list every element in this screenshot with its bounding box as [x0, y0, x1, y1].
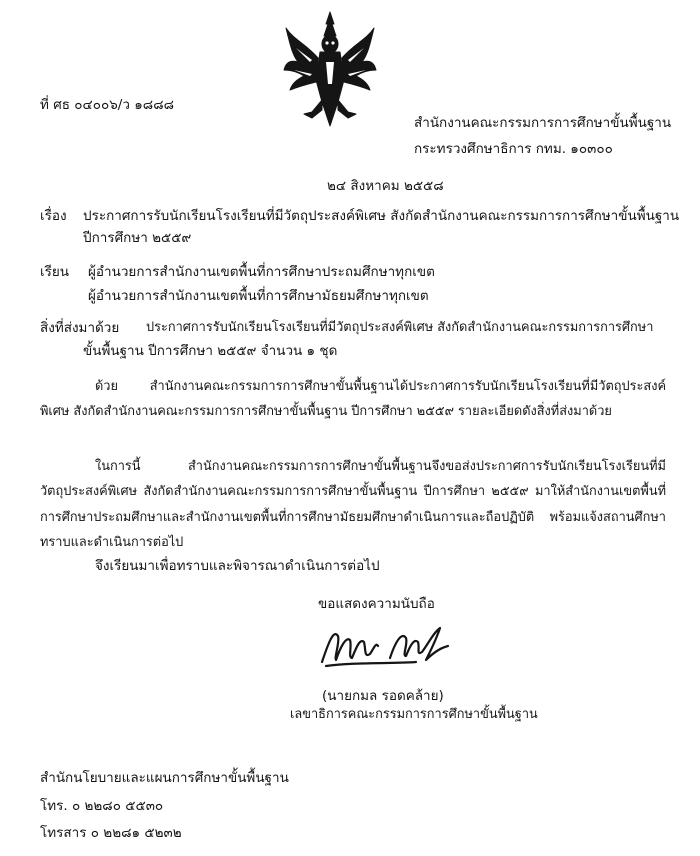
body-paragraph-3: จึงเรียนมาเพื่อทราบและพิจารณาดำเนินการต่อไป — [95, 558, 380, 574]
recipient-line-2: ผู้อำนวยการสำนักงานเขตพื้นที่การศึกษามัธยมศึกษาทุกเขต — [88, 288, 429, 304]
signer-title: เลขาธิการคณะกรรมการการศึกษาขั้นพื้นฐาน — [290, 707, 538, 722]
footer-fax: โทรสาร ๐ ๒๒๘๑ ๕๒๓๒ — [40, 825, 182, 841]
recipient-line-1: ผู้อำนวยการสำนักงานเขตพื้นที่การศึกษาประถมศึกษาทุกเขต — [88, 264, 435, 280]
issuing-office: สำนักงานคณะกรรมการการศึกษาขั้นพื้นฐาน — [414, 115, 672, 131]
body-paragraph-1: ด้วย สำนักงานคณะกรรมการการศึกษาขั้นพื้นฐานได้ประกาศการรับนักเรียนโรงเรียนที่มีวัตถุประสงค์พิเศษ สังกัดสำนักงานคณะกรรมการการศึกษาขั้นพื้นฐาน ปีการศึกษา ๒๕๕๙ รายละเอียดดังสิ่งที่ส่งมาด้วย — [40, 379, 666, 420]
enclosure-label: สิ่งที่ส่งมาด้วย — [40, 320, 120, 336]
footer-phone: โทร. ๐ ๒๒๘๐ ๕๕๓๐ — [40, 798, 164, 814]
subject-line-1: ประกาศการรับนักเรียนโรงเรียนที่มีวัตถุประสงค์พิเศษ สังกัดสำนักงานคณะกรรมการการศึกษาขั้นพื้นฐาน — [83, 208, 680, 224]
garuda-emblem-icon — [282, 10, 378, 128]
recipient-label: เรียน — [40, 264, 70, 280]
subject-line-2: ปีการศึกษา ๒๕๕๙ — [83, 230, 192, 246]
signer-name: (นายกมล รอดคล้าย) — [322, 688, 444, 704]
reference-number: ที่ ศธ ๐๔๐๐๖/ว ๑๘๘๘ — [40, 97, 175, 113]
subject-label: เรื่อง — [40, 208, 67, 224]
enclosure-line-2: ขั้นพื้นฐาน ปีการศึกษา ๒๕๕๙ จำนวน ๑ ชุด — [83, 343, 338, 359]
enclosure-line-1: ประกาศการรับนักเรียนโรงเรียนที่มีวัตถุประสงค์พิเศษ สังกัดสำนักงานคณะกรรมการการศึกษา — [146, 320, 654, 335]
footer-office: สำนักนโยบายและแผนการศึกษาขั้นพื้นฐาน — [40, 770, 289, 786]
letter-date: ๒๔ สิงหาคม ๒๕๕๘ — [327, 178, 444, 194]
handwritten-signature — [316, 618, 456, 674]
office-address: กระทรวงศึกษาธิการ กทม. ๑๐๓๐๐ — [414, 141, 613, 157]
closing-phrase: ขอแสดงความนับถือ — [318, 596, 435, 612]
body-paragraph-2: ในการนี้ สำนักงานคณะกรรมการการศึกษาขั้นพื้นฐานจึงขอส่งประกาศการรับนักเรียนโรงเรียนที่มีวัตถุประสงค์พิเศษ สังกัดสำนักงานคณะกรรมการการศึกษาขั้นพื้นฐาน ปีการศึกษา ๒๕๕๙ มาให้สำนักงานเขตพื้นที่การศึกษาประถมศึกษาและสำนักงานเขตพื้นที่การศึกษามัธยมศึกษาดำเนินการและถือปฏิบัติ พร้อมแจ้งสถานศึกษาทราบและดำเนินการต่อไป — [40, 459, 666, 550]
